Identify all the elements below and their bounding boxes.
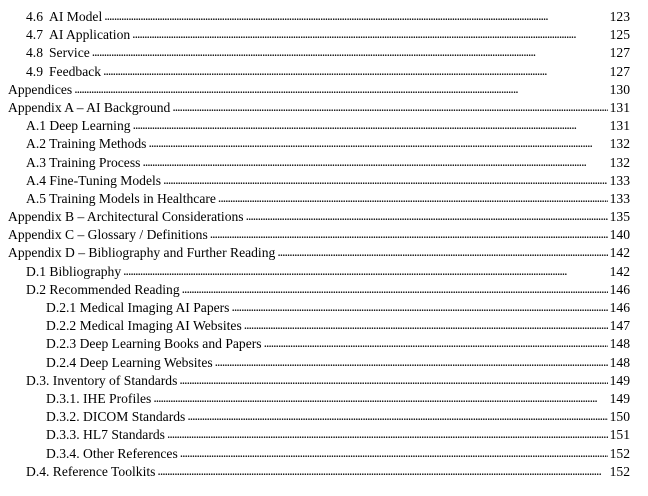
dot-leader xyxy=(153,389,607,407)
toc-entry[interactable] xyxy=(0,445,648,463)
dot-leader xyxy=(277,243,607,261)
toc-entry-page: 133 xyxy=(609,172,630,188)
toc-entry[interactable] xyxy=(0,190,648,208)
toc-entry[interactable] xyxy=(0,44,648,62)
dot-leader xyxy=(148,134,607,152)
dot-leader xyxy=(142,153,607,171)
toc-entry[interactable] xyxy=(0,372,648,390)
dot-leader xyxy=(74,80,607,98)
toc-entry-page: 147 xyxy=(609,318,630,334)
toc-entry-title: D.3.3. HL7 Standards xyxy=(46,427,165,443)
toc-entry-page: 148 xyxy=(609,336,630,352)
toc-entry[interactable] xyxy=(0,135,648,153)
dot-leader xyxy=(246,207,608,225)
dot-leader xyxy=(157,462,607,480)
toc-entry-page: 123 xyxy=(609,9,630,24)
toc-entry-number: 4.6 xyxy=(26,9,43,24)
toc-entry[interactable] xyxy=(0,281,648,299)
toc-entry-title: A.1 Deep Learning xyxy=(26,118,131,134)
toc-entry-page: 142 xyxy=(609,245,630,261)
dot-leader xyxy=(133,116,608,134)
dot-leader xyxy=(123,262,607,280)
toc-entry-title: D.3.2. DICOM Standards xyxy=(46,409,186,425)
dot-leader xyxy=(215,353,608,371)
toc-entry[interactable] xyxy=(0,335,648,353)
toc-entry-title: D.2.1 Medical Imaging AI Papers xyxy=(46,300,230,315)
toc-entry[interactable] xyxy=(0,81,648,99)
toc-entry[interactable] xyxy=(0,26,648,44)
toc-entry-page: 146 xyxy=(609,300,630,315)
toc-entry-page: 149 xyxy=(609,390,630,406)
toc-entry-number: 4.8 xyxy=(26,45,43,61)
toc-entry-title: A.5 Training Models in Healthcare xyxy=(26,190,216,206)
dot-leader xyxy=(210,225,608,243)
dot-leader xyxy=(231,298,607,316)
toc-entry-page: 132 xyxy=(609,136,630,152)
toc-entry[interactable] xyxy=(0,244,648,262)
toc-entry-title: Service xyxy=(49,45,90,61)
toc-entry-page: 130 xyxy=(609,81,630,97)
toc-entry-page: 127 xyxy=(609,45,630,61)
toc-entry[interactable] xyxy=(0,117,648,135)
toc-entry-page: 150 xyxy=(609,409,630,425)
toc-entry-page: 149 xyxy=(609,372,630,388)
toc-entry[interactable] xyxy=(0,208,648,226)
toc-entry[interactable] xyxy=(0,154,648,172)
toc-entry-title: D.2 Recommended Reading xyxy=(26,281,180,297)
toc-entry[interactable] xyxy=(0,263,648,281)
toc-entry[interactable] xyxy=(0,408,648,426)
toc-entry-title: D.2.3 Deep Learning Books and Papers xyxy=(46,336,262,352)
dot-leader xyxy=(167,425,608,443)
toc-entry-title: A.3 Training Process xyxy=(26,154,141,170)
toc-entry-title: AI Model xyxy=(49,9,103,24)
dot-leader xyxy=(244,316,608,334)
dot-leader xyxy=(180,444,608,462)
toc-entry-title: Appendices xyxy=(8,81,73,97)
toc-entry[interactable] xyxy=(0,99,648,117)
toc-entry-page: 151 xyxy=(609,427,630,443)
toc-entry-title: Appendix B – Architectural Considerations xyxy=(8,209,244,225)
toc-entry-page: 127 xyxy=(609,63,630,79)
toc-entry-title: AI Application xyxy=(49,27,131,43)
toc-entry-page: 152 xyxy=(609,463,630,479)
toc-entry-title: D.2.4 Deep Learning Websites xyxy=(46,354,213,370)
table-of-contents xyxy=(0,8,648,481)
toc-entry-page: 133 xyxy=(609,190,630,206)
toc-entry-title: D.1 Bibliography xyxy=(26,263,122,279)
toc-entry-title: D.3.4. Other References xyxy=(46,445,178,461)
toc-entry-title: Feedback xyxy=(49,63,102,79)
toc-entry[interactable] xyxy=(0,299,648,317)
toc-entry[interactable] xyxy=(0,354,648,372)
dot-leader xyxy=(104,7,607,25)
toc-entry-page: 131 xyxy=(609,99,630,115)
dot-leader xyxy=(132,25,607,43)
toc-entry-title: Appendix C – Glossary / Definitions xyxy=(8,227,208,243)
toc-entry-page: 146 xyxy=(609,281,630,297)
toc-entry[interactable] xyxy=(0,63,648,81)
toc-entry-page: 142 xyxy=(609,263,630,279)
toc-entry-page: 125 xyxy=(609,27,630,43)
dot-leader xyxy=(163,171,608,189)
dot-leader xyxy=(103,62,608,80)
dot-leader xyxy=(187,407,607,425)
toc-entry-title: Appendix A – AI Background xyxy=(8,99,171,115)
toc-entry-page: 132 xyxy=(609,154,630,170)
toc-entry-number: 4.9 xyxy=(26,63,43,79)
dot-leader xyxy=(172,98,607,116)
toc-entry-title: D.4. Reference Toolkits xyxy=(26,463,156,479)
toc-entry-page: 148 xyxy=(609,354,630,370)
toc-entry-title: D.3.1. IHE Profiles xyxy=(46,390,152,406)
toc-entry-page: 135 xyxy=(609,209,630,225)
dot-leader xyxy=(218,189,608,207)
toc-entry[interactable] xyxy=(0,8,648,26)
toc-entry-page: 140 xyxy=(609,227,630,243)
dot-leader xyxy=(182,280,608,298)
toc-entry-number: 4.7 xyxy=(26,27,43,43)
toc-entry[interactable] xyxy=(0,226,648,244)
dot-leader xyxy=(179,371,607,389)
toc-entry-title: A.4 Fine-Tuning Models xyxy=(26,172,162,188)
toc-entry-title: D.3. Inventory of Standards xyxy=(26,372,178,388)
dot-leader xyxy=(264,334,608,352)
toc-entry[interactable] xyxy=(0,463,648,481)
toc-entry[interactable] xyxy=(0,172,648,190)
toc-entry[interactable] xyxy=(0,426,648,444)
toc-entry-page: 131 xyxy=(609,118,630,134)
toc-entry-title: D.2.2 Medical Imaging AI Websites xyxy=(46,318,242,334)
toc-entry-page: 152 xyxy=(609,445,630,461)
dot-leader xyxy=(92,43,608,61)
toc-entry-title: Appendix D – Bibliography and Further Reading xyxy=(8,245,276,261)
toc-entry-title: A.2 Training Methods xyxy=(26,136,147,152)
toc-entry[interactable] xyxy=(0,390,648,408)
toc-entry[interactable] xyxy=(0,317,648,335)
